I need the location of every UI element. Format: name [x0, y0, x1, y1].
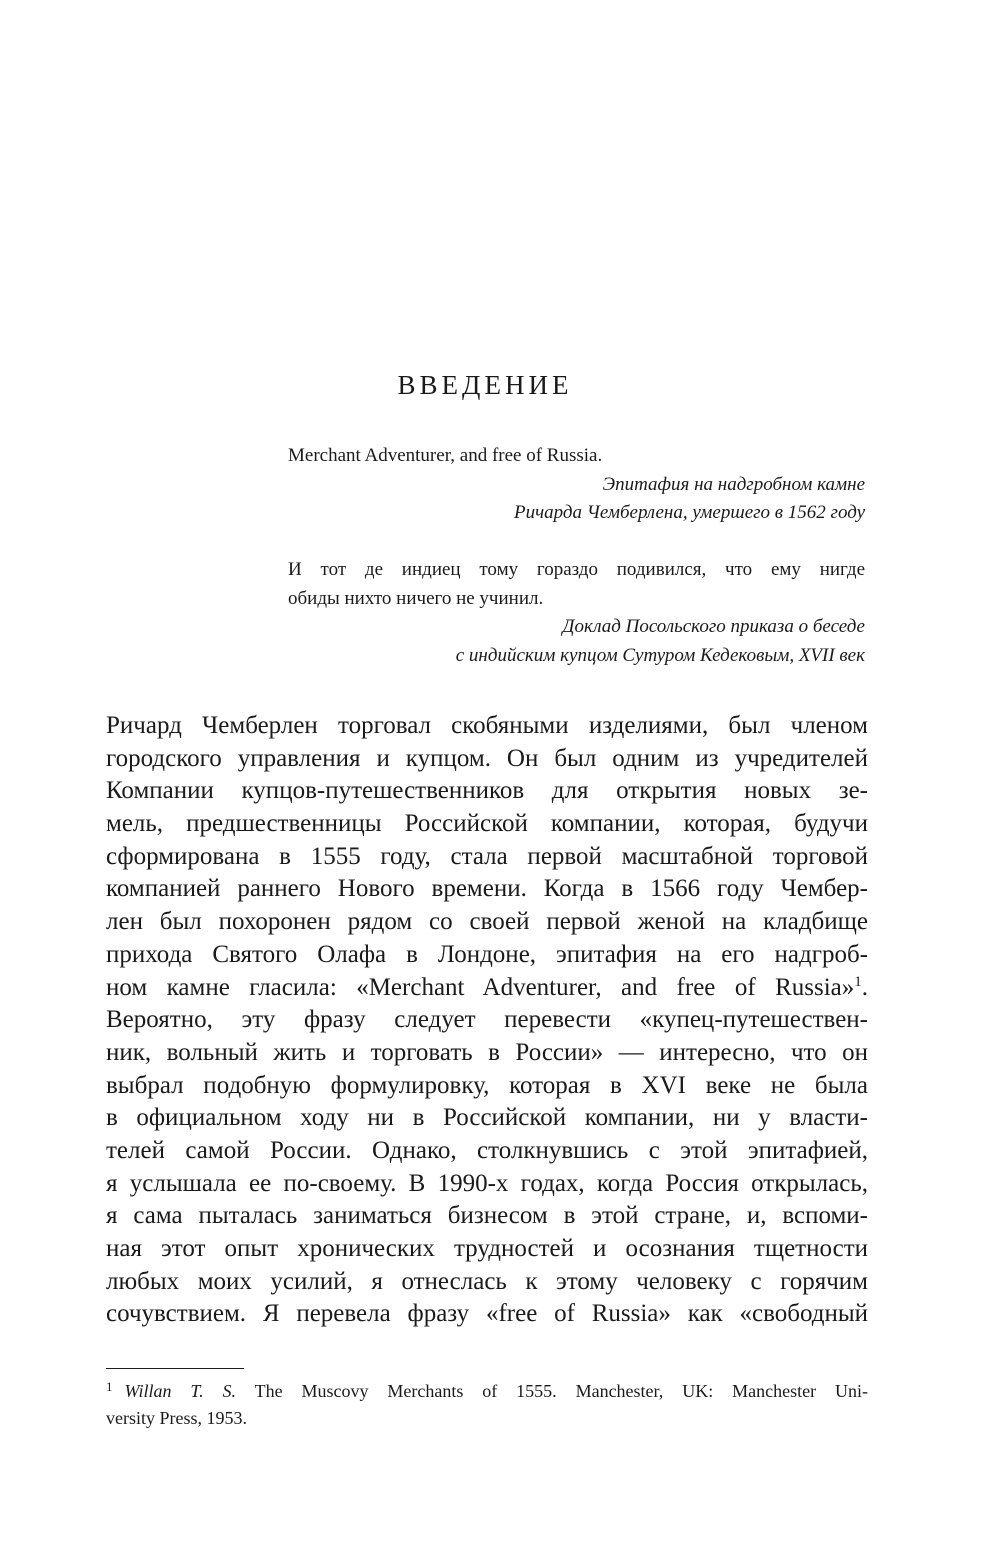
- body-line: компанией раннего Нового времени. Когда в 1566 году Чембер-: [106, 875, 868, 903]
- body-line: выбрал подобную формулировку, которая в XVI веке не была: [106, 1071, 868, 1099]
- body-line: городского управления и купцом. Он был одним из учредителей: [106, 744, 868, 772]
- body-line: я сама пыталась заниматься бизнесом в этой стране, и, вспоми-: [106, 1202, 868, 1230]
- chapter-title: ВВЕДЕНИЕ: [397, 370, 573, 400]
- epigraph: [288, 556, 865, 670]
- body-line: сформирована в 1555 году, стала первой масштабной торговой: [106, 842, 868, 870]
- footnote-author: Willan T. S.: [124, 1381, 236, 1401]
- body-line: любых моих усилий, я отнеслась к этому человеку с горячим: [106, 1267, 868, 1295]
- epigraph-quote-line: обиды нихто ничего не учинил.: [288, 587, 544, 609]
- body-line: Ричард Чемберлен торговал скобяными изделиями, был членом: [106, 712, 868, 739]
- body-paragraph: [106, 710, 868, 1331]
- footnote-line: [106, 1378, 868, 1405]
- attribution-line: Доклад Посольского приказа о беседе: [562, 616, 865, 637]
- body-line-with-footnote: ном камне гласила: «Merchant Adventurer, and free of Russia»$^1$.: [106, 973, 868, 1001]
- footnote: [106, 1378, 868, 1432]
- epigraph: [288, 442, 865, 528]
- body-line: в официальном ходу ни в Российской компании, ни у власти-: [106, 1104, 868, 1132]
- body-line-text: ном камне гласила: «Merchant Adventurer, and free of Russia»: [106, 973, 855, 1001]
- body-line: ная этот опыт хронических трудностей и осознания тщетности: [106, 1235, 868, 1262]
- footnote-number: 1: [106, 1379, 113, 1394]
- footnote-line: versity Press, 1953.: [106, 1408, 247, 1428]
- body-line: ник, вольный жить и торговать в России» — интересно, что он: [106, 1038, 868, 1066]
- epigraph-quote-line: И тот де индиец тому гораздо подивился, что ему нигде: [288, 559, 865, 580]
- attribution-line: Эпитафия на надгробном камне: [602, 473, 865, 495]
- epigraph-quote: Merchant Adventurer, and free of Russia.: [288, 445, 603, 466]
- epigraph-attribution: [288, 613, 865, 670]
- footnote-text: The Muscovy Merchants of 1555. Manchester, UK: Manchester Uni-: [236, 1381, 868, 1401]
- attribution-line: Ричарда Чемберлена, умершего в 1562 году: [514, 502, 865, 523]
- body-line: сочувствием. Я перевела фразу «free of Russia» как «свободный: [106, 1300, 868, 1328]
- body-line: Вероятно, эту фразу следует перевести «купец-путешествен-: [106, 1006, 868, 1034]
- body-line: прихода Святого Олафа в Лондоне, эпитафия на его надгроб-: [106, 940, 868, 968]
- epigraph-attribution: [288, 471, 865, 528]
- body-line: мель, предшественницы Российской компании, которая, будучи: [106, 810, 868, 838]
- footnote-reference[interactable]: 1: [854, 973, 862, 990]
- attribution-line: с индийским купцом Сутуром Кедековым, XVII век: [455, 644, 865, 666]
- body-line: я услышала ее по-своему. В 1990-х годах, когда Россия открылась,: [106, 1169, 868, 1197]
- body-line: телей самой России. Однако, столкнувшись с этой эпитафией,: [106, 1136, 868, 1164]
- footnote-divider: [106, 1368, 244, 1369]
- body-line: Компании купцов-путешественников для открытия новых зе-: [106, 777, 868, 805]
- body-line: лен был похоронен рядом со своей первой женой на кладбище: [106, 908, 868, 936]
